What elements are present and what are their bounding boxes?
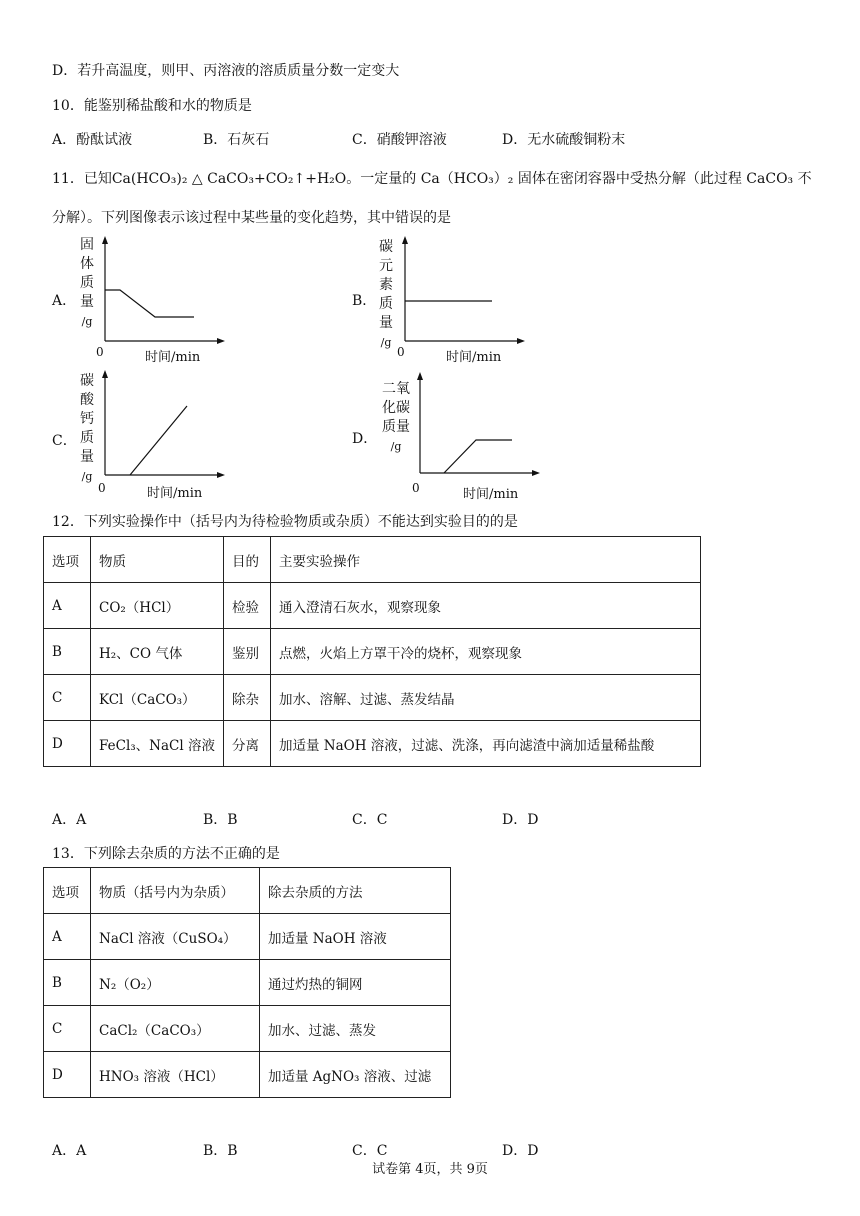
header-cell: 物质 bbox=[91, 537, 224, 583]
graph-d-ylabel: 二氧 化碳 质量 /g bbox=[382, 381, 410, 453]
header-cell: 目的 bbox=[223, 537, 270, 583]
table-cell: B bbox=[44, 629, 91, 675]
q13-option-a: A．A bbox=[52, 1143, 87, 1159]
graph-a-xlabel: 时间/min bbox=[145, 350, 201, 365]
q12-stem: 12．下列实验操作中（括号内为待检验物质或杂质）不能达到实验目的的是 bbox=[52, 514, 518, 530]
q10-option-c: C．硝酸钾溶液 bbox=[352, 132, 447, 148]
graph-b-ylabel: 碳 元 素 质 量 /g bbox=[379, 239, 393, 349]
graph-d-xlabel: 时间/min bbox=[463, 487, 519, 502]
page-footer: 试卷第 4页，共 9页 bbox=[372, 1162, 488, 1177]
q11-stem-prefix: 11．已知 bbox=[52, 171, 112, 187]
q12-option-a: A．A bbox=[52, 812, 87, 828]
table-row bbox=[44, 960, 451, 1006]
graph-c-plot bbox=[95, 370, 225, 480]
table-header-row bbox=[44, 868, 451, 914]
table-cell: 鉴别 bbox=[223, 629, 270, 675]
table-cell: D bbox=[44, 1052, 91, 1098]
header-cell: 选项 bbox=[44, 868, 91, 914]
graph-b-label: B． bbox=[352, 293, 377, 309]
table-cell: 加适量 AgNO₃ 溶液、过滤 bbox=[260, 1052, 451, 1098]
table-cell: 点燃，火焰上方罩干冷的烧杯，观察现象 bbox=[270, 629, 700, 675]
header-cell: 选项 bbox=[44, 537, 91, 583]
table-cell: A bbox=[44, 914, 91, 960]
table-cell: C bbox=[44, 675, 91, 721]
q10-option-a: A．酚酞试液 bbox=[52, 132, 133, 148]
q11-stem-rest: 。一定量的 Ca（HCO₃）₂ 固体在密闭容器中受热分解（此过程 CaCO₃ 不 bbox=[346, 171, 812, 187]
header-cell: 主要实验操作 bbox=[270, 537, 700, 583]
table-row bbox=[44, 721, 701, 767]
table-cell: N₂（O₂） bbox=[91, 960, 260, 1006]
table-cell: NaCl 溶液（CuSO₄） bbox=[91, 914, 260, 960]
q13-option-c: C．C bbox=[352, 1143, 388, 1159]
q13-option-b: B．B bbox=[203, 1143, 238, 1159]
table-cell: 加水、溶解、过滤、蒸发结晶 bbox=[270, 675, 700, 721]
header-cell: 除去杂质的方法 bbox=[260, 868, 451, 914]
graph-d-label: D． bbox=[352, 431, 378, 447]
q13-stem: 13．下列除去杂质的方法不正确的是 bbox=[52, 846, 280, 862]
graph-b-zero: 0 bbox=[397, 345, 405, 359]
table-cell: D bbox=[44, 721, 91, 767]
table-row bbox=[44, 583, 701, 629]
table-cell: HNO₃ 溶液（HCl） bbox=[91, 1052, 260, 1098]
table-row bbox=[44, 1006, 451, 1052]
q12-option-c: C．C bbox=[352, 812, 388, 828]
table-cell: KCl（CaCO₃） bbox=[91, 675, 224, 721]
table-cell: A bbox=[44, 583, 91, 629]
table-cell: 除杂 bbox=[223, 675, 270, 721]
table-cell: H₂、CO 气体 bbox=[91, 629, 224, 675]
table-header-row bbox=[44, 537, 701, 583]
table-cell: FeCl₃、NaCl 溶液 bbox=[91, 721, 224, 767]
table-cell: B bbox=[44, 960, 91, 1006]
graph-d-plot bbox=[410, 372, 540, 478]
graph-a-label: A． bbox=[52, 293, 77, 309]
q12-option-b: B．B bbox=[203, 812, 238, 828]
graph-c-xlabel: 时间/min bbox=[147, 486, 203, 501]
graph-a-ylabel: 固 体 质 量 /g bbox=[80, 237, 94, 328]
q12-option-d: D．D bbox=[502, 812, 539, 828]
table-cell: C bbox=[44, 1006, 91, 1052]
q10-option-d: D．无水硫酸铜粉末 bbox=[502, 132, 626, 148]
table-cell: 检验 bbox=[223, 583, 270, 629]
q13-option-d: D．D bbox=[502, 1143, 539, 1159]
q11-equation: Ca(HCO₃)₂ △ CaCO₃+CO₂↑+H₂O bbox=[111, 171, 347, 187]
graph-c-zero: 0 bbox=[98, 481, 106, 495]
graph-b-xlabel: 时间/min bbox=[446, 350, 502, 365]
table-row bbox=[44, 1052, 451, 1098]
table-cell: 通入澄清石灰水，观察现象 bbox=[270, 583, 700, 629]
q10-stem: 10．能鉴别稀盐酸和水的物质是 bbox=[52, 98, 252, 114]
table-cell: 通过灼热的铜网 bbox=[260, 960, 451, 1006]
table-cell: 加适量 NaOH 溶液，过滤、洗涤，再向滤渣中滴加适量稀盐酸 bbox=[270, 721, 700, 767]
graph-b-plot bbox=[395, 236, 525, 346]
table-cell: CaCl₂（CaCO₃） bbox=[91, 1006, 260, 1052]
header-cell: 物质（括号内为杂质） bbox=[91, 868, 260, 914]
table-cell: CO₂（HCl） bbox=[91, 583, 224, 629]
table-cell: 分离 bbox=[223, 721, 270, 767]
graph-c-label: C． bbox=[52, 433, 77, 449]
table-row bbox=[44, 675, 701, 721]
graph-c-ylabel: 碳 酸 钙 质 量 /g bbox=[80, 373, 94, 483]
table-cell: 加水、过滤、蒸发 bbox=[260, 1006, 451, 1052]
q11-stem bbox=[52, 168, 812, 188]
q10-option-b: B．石灰石 bbox=[203, 132, 270, 148]
table-row bbox=[44, 629, 701, 675]
table-cell: 加适量 NaOH 溶液 bbox=[260, 914, 451, 960]
q12-table bbox=[43, 536, 701, 767]
table-row bbox=[44, 914, 451, 960]
q13-table bbox=[43, 867, 451, 1098]
graph-a-plot bbox=[95, 236, 225, 346]
graph-a-zero: 0 bbox=[96, 345, 104, 359]
q9-option-d: D．若升高温度，则甲、丙溶液的溶质质量分数一定变大 bbox=[52, 63, 400, 79]
q11-stem-line2: 分解）。下列图像表示该过程中某些量的变化趋势，其中错误的是 bbox=[52, 210, 451, 226]
graph-d-zero: 0 bbox=[412, 481, 420, 495]
